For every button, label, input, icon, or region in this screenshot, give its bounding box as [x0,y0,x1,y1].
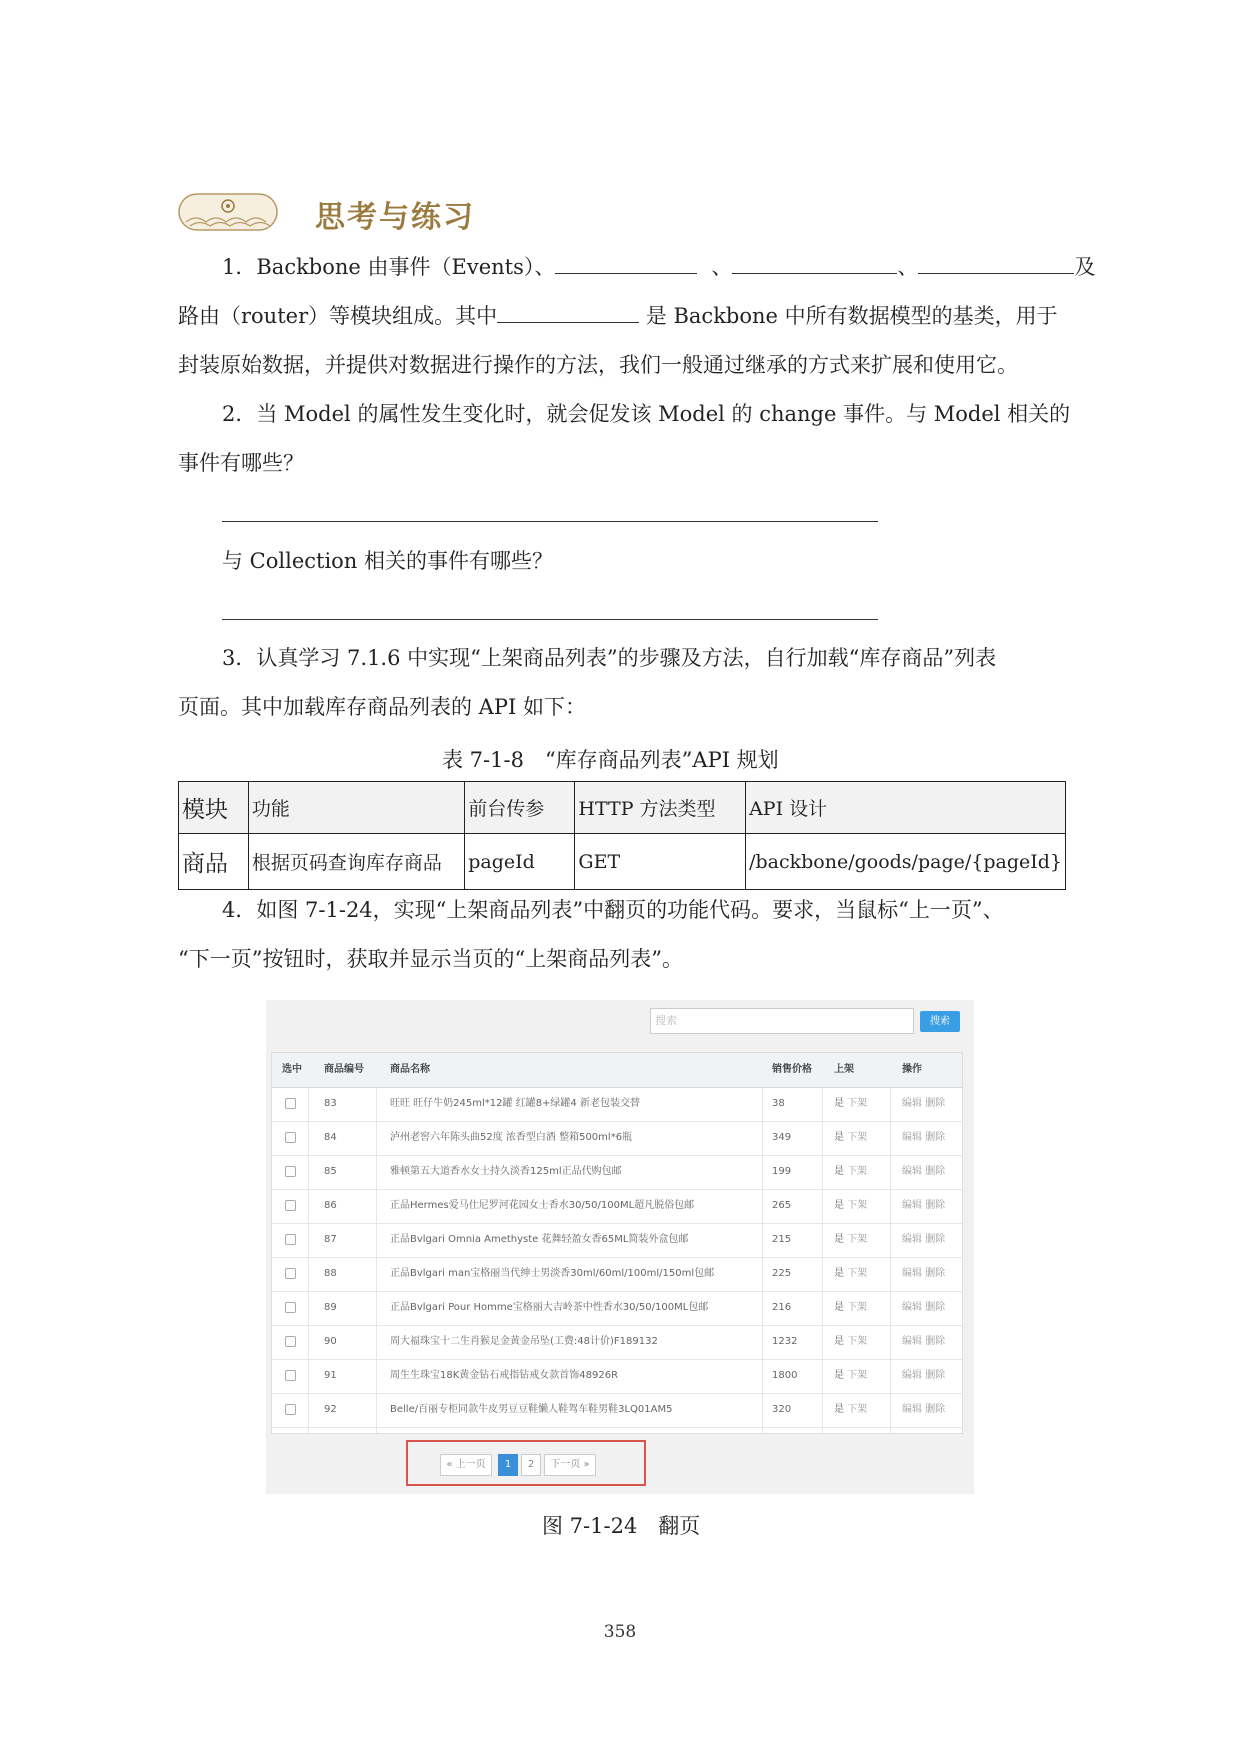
shelf-yes: 是 [834,1166,844,1177]
row-checkbox[interactable] [285,1087,296,1121]
delete-link[interactable]: 删除 [925,1234,946,1245]
goods-price: 349 [772,1132,792,1143]
goods-name: 周大福珠宝十二生肖猴足金黄金吊坠(工费:48计价)F189132 [390,1336,658,1347]
row-operations [902,1291,945,1325]
next-page-button[interactable]: 下一页 » [544,1454,596,1476]
row-operations [902,1325,945,1359]
row-checkbox[interactable] [285,1223,296,1257]
grid-header-cell: 销售价格 [772,1064,812,1075]
q1-line2 [178,304,1068,328]
shelf-yes: 是 [834,1302,844,1313]
shelf-down-link[interactable]: 下架 [847,1166,868,1177]
grid-row [272,1393,962,1428]
goods-name: 雅顿第五大道香水女士持久淡香125ml正品代购包邮 [390,1166,622,1177]
edit-link[interactable]: 编辑 [902,1302,922,1313]
table-header-cell: 前台传参 [465,782,575,834]
answer-line-collection[interactable] [222,619,878,620]
grid-row [272,1359,962,1394]
delete-link[interactable]: 删除 [925,1370,946,1381]
table-cell: 根据页码查询库存商品 [248,834,464,890]
shelf-down-link[interactable]: 下架 [847,1370,868,1381]
search-input[interactable]: 搜索 [650,1008,914,1034]
grid-row [272,1223,962,1258]
grid-row [272,1155,962,1190]
q1-text: 、 [897,255,919,279]
row-operations [902,1257,945,1291]
goods-grid [271,1052,963,1434]
shelf-yes: 是 [834,1370,844,1381]
delete-link[interactable]: 删除 [925,1302,946,1313]
q2-line2: 事件有哪些？ [178,451,304,475]
row-checkbox[interactable] [285,1257,296,1291]
goods-name: 旺旺 旺仔牛奶245ml*12罐 红罐8+绿罐4 新老包装交替 [390,1098,640,1109]
grid-header-cell: 商品名称 [390,1064,430,1075]
edit-link[interactable]: 编辑 [902,1234,922,1245]
shelf-down-link[interactable]: 下架 [847,1234,868,1245]
goods-id: 90 [324,1336,337,1347]
goods-id: 91 [324,1370,337,1381]
grid-header-cell: 上架 [834,1064,854,1075]
table-header-row [179,782,1066,834]
edit-link[interactable]: 编辑 [902,1404,922,1415]
q1-text: 、 [711,255,733,279]
goods-price: 1800 [772,1370,798,1381]
delete-link[interactable]: 删除 [925,1132,946,1143]
section-badge-icon [178,192,278,232]
delete-link[interactable]: 删除 [925,1404,946,1415]
shelf-down-link[interactable]: 下架 [847,1336,868,1347]
goods-price: 38 [772,1098,785,1109]
grid-header-row [272,1053,962,1088]
row-checkbox[interactable] [285,1121,296,1155]
table-header-cell: 功能 [248,782,464,834]
page-number: 358 [603,1622,637,1642]
table-cell: /backbone/goods/page/{pageId} [746,834,1066,890]
blank-1[interactable] [555,255,697,274]
shelf-down-link[interactable]: 下架 [847,1302,868,1313]
table-header-cell: HTTP 方法类型 [575,782,746,834]
shelf-yes: 是 [834,1132,844,1143]
shelf-status [834,1257,867,1291]
shelf-status [834,1223,867,1257]
row-operations [902,1393,945,1427]
edit-link[interactable]: 编辑 [902,1370,922,1381]
grid-row [272,1121,962,1156]
pagination-screenshot [266,1000,974,1494]
row-checkbox[interactable] [285,1291,296,1325]
row-operations [902,1359,945,1393]
delete-link[interactable]: 删除 [925,1268,946,1279]
shelf-status [834,1393,867,1427]
goods-id: 89 [324,1302,337,1313]
goods-id: 88 [324,1268,337,1279]
q4-line1: 4．如图 7-1-24，实现“上架商品列表”中翻页的功能代码。要求，当鼠标“上一页”、 [222,898,1004,922]
prev-page-button[interactable]: « 上一页 [440,1454,492,1476]
q3-line2: 页面。其中加载库存商品列表的 API 如下： [178,695,586,719]
search-button[interactable]: 搜索 [920,1011,960,1032]
goods-name: 正品Bvlgari Pour Homme宝格丽大吉岭茶中性香水30/50/100ML包邮 [390,1302,709,1313]
q2-line1: 2．当 Model 的属性发生变化时，就会促发该 Model 的 change 事件。与 Model 相关的 [222,402,1071,426]
q4-line2: “下一页”按钮时，获取并显示当页的“上架商品列表”。 [178,947,683,971]
row-operations [902,1223,945,1257]
q1-text: 是 Backbone 中所有数据模型的基类，用于 [639,304,1058,328]
shelf-yes: 是 [834,1098,844,1109]
shelf-yes: 是 [834,1234,844,1245]
table-header-cell: 模块 [179,782,249,834]
goods-id: 86 [324,1200,337,1211]
shelf-yes: 是 [834,1336,844,1347]
row-checkbox[interactable] [285,1325,296,1359]
goods-name: 周生生珠宝18K黄金钻石戒指钻戒女款首饰48926R [390,1370,619,1381]
delete-link[interactable]: 删除 [925,1336,946,1347]
goods-name: 正品Hermes爱马仕尼罗河花园女士香水30/50/100ML超凡脱俗包邮 [390,1200,695,1211]
table-cell: GET [575,834,746,890]
goods-name: 泸州老窖六年陈头曲52度 浓香型白酒 整箱500ml*6瓶 [390,1132,633,1143]
shelf-down-link[interactable]: 下架 [847,1404,868,1415]
goods-name: 正品Bvlgari Omnia Amethyste 花舞轻盈女香65ML简装外盒包邮 [390,1234,689,1245]
page-1-button[interactable]: 1 [498,1454,518,1476]
goods-price: 320 [772,1404,792,1415]
edit-link[interactable]: 编辑 [902,1336,922,1347]
goods-name: Belle/百丽专柜同款牛皮男豆豆鞋懒人鞋驾车鞋男鞋3LQ01AM5 [390,1404,673,1415]
grid-header-cell: 选中 [282,1064,302,1075]
row-operations [902,1121,945,1155]
goods-price: 265 [772,1200,792,1211]
goods-name: 正品Bvlgari man宝格丽当代绅士男淡香30ml/60ml/100ml/150ml包邮 [390,1268,715,1279]
table-cell: 商品 [179,834,249,890]
figure-caption: 图 7-1-24 翻页 [542,1514,701,1538]
shelf-status [834,1189,867,1223]
page-2-button[interactable]: 2 [521,1454,541,1476]
blank-2[interactable] [732,255,897,274]
shelf-down-link[interactable]: 下架 [847,1200,868,1211]
edit-link[interactable]: 编辑 [902,1098,922,1109]
row-checkbox[interactable] [285,1189,296,1223]
q3-line1: 3．认真学习 7.1.6 中实现“上架商品列表”的步骤及方法，自行加载“库存商品”列表 [222,646,997,670]
q1-text: 及 [1074,255,1096,279]
section-title: 思考与练习 [315,200,475,235]
shelf-status [834,1155,867,1189]
q1-line3: 封装原始数据，并提供对数据进行操作的方法，我们一般通过继承的方式来扩展和使用它。 [178,353,1018,377]
shelf-yes: 是 [834,1200,844,1211]
answer-line-model[interactable] [222,521,878,522]
table-caption: 表 7-1-8 “库存商品列表”API 规划 [442,748,779,772]
blank-4[interactable] [497,304,639,323]
api-table [178,781,1066,890]
goods-id: 92 [324,1404,337,1415]
row-operations [902,1155,945,1189]
edit-link[interactable]: 编辑 [902,1200,922,1211]
pager-highlight [406,1440,646,1486]
shelf-status [834,1121,867,1155]
goods-id: 87 [324,1234,337,1245]
goods-price: 215 [772,1234,792,1245]
blank-3[interactable] [918,255,1074,274]
delete-link[interactable]: 删除 [925,1166,946,1177]
shelf-down-link[interactable]: 下架 [847,1132,868,1143]
delete-link[interactable]: 删除 [925,1098,946,1109]
shelf-status [834,1087,867,1121]
grid-row [272,1291,962,1326]
shelf-status [834,1291,867,1325]
grid-header-cell: 操作 [902,1064,922,1075]
shelf-yes: 是 [834,1404,844,1415]
shelf-status [834,1359,867,1393]
row-checkbox[interactable] [285,1359,296,1393]
q1-line1 [222,255,1112,279]
grid-row [272,1189,962,1224]
goods-price: 199 [772,1166,792,1177]
q1-text: 路由（router）等模块组成。其中 [178,304,498,328]
edit-link[interactable]: 编辑 [902,1268,922,1279]
shelf-yes: 是 [834,1268,844,1279]
shelf-status [834,1325,867,1359]
q1-text: 1．Backbone 由事件（Events）、 [222,255,556,279]
goods-id: 84 [324,1132,337,1143]
goods-id: 83 [324,1098,337,1109]
q2-line3: 与 Collection 相关的事件有哪些？ [222,549,554,573]
goods-id: 85 [324,1166,337,1177]
table-cell: pageId [465,834,575,890]
grid-header-cell: 商品编号 [324,1064,364,1075]
grid-row [272,1325,962,1360]
edit-link[interactable]: 编辑 [902,1132,922,1143]
grid-row [272,1087,962,1122]
shelf-down-link[interactable]: 下架 [847,1098,868,1109]
edit-link[interactable]: 编辑 [902,1166,922,1177]
goods-price: 225 [772,1268,792,1279]
grid-row [272,1257,962,1292]
goods-price: 216 [772,1302,792,1313]
delete-link[interactable]: 删除 [925,1200,946,1211]
row-operations [902,1189,945,1223]
row-operations [902,1087,945,1121]
shelf-down-link[interactable]: 下架 [847,1268,868,1279]
table-header-cell: API 设计 [746,782,1066,834]
row-checkbox[interactable] [285,1155,296,1189]
goods-price: 1232 [772,1336,798,1347]
table-row [179,834,1066,890]
row-checkbox[interactable] [285,1393,296,1427]
